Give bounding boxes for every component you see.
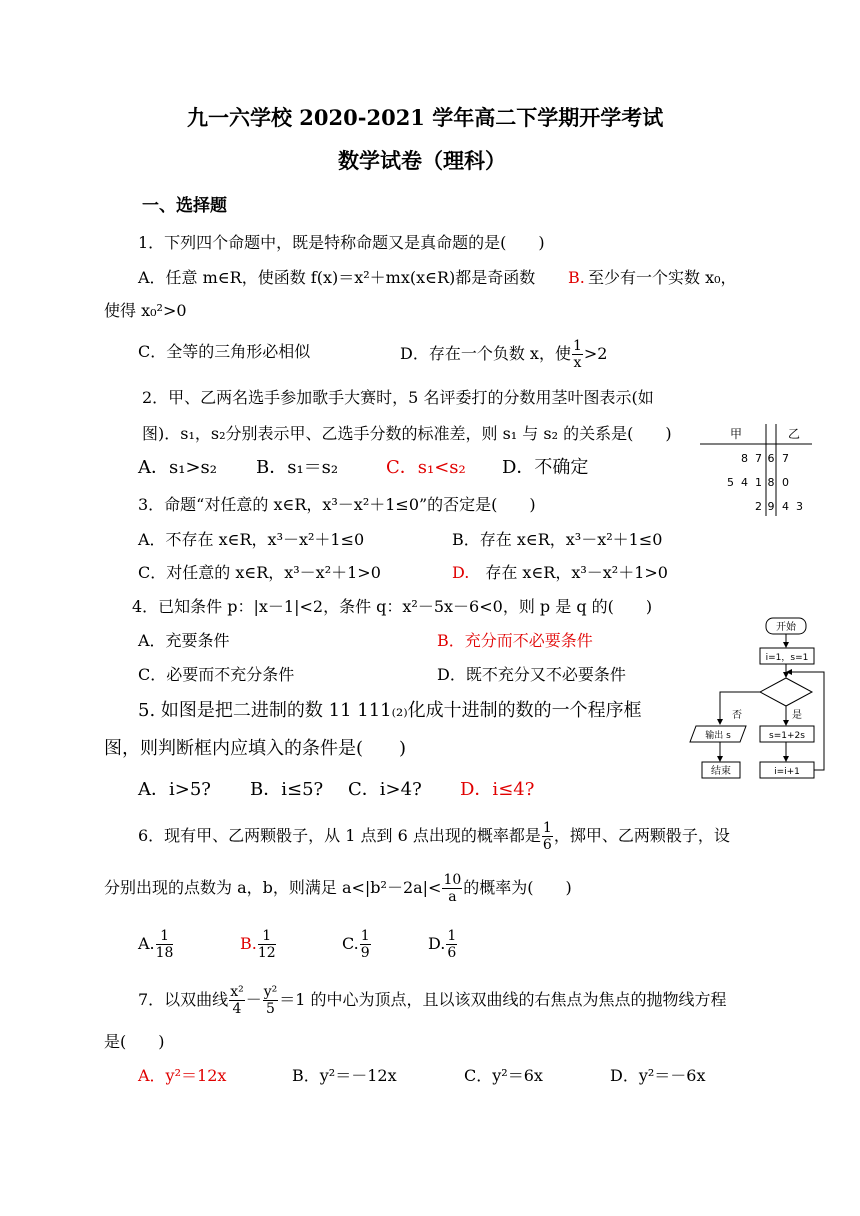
stem-leaf-left-header: 甲 (729, 427, 743, 441)
flow-yes-label: 是 (792, 710, 802, 721)
q1-option-b-cont: 使得 x₀²>0 (104, 301, 187, 320)
q5-stem-line1: 5. 如图是把二进制的数 11 111₍₂₎化成十进制的数的一个程序框 (138, 700, 642, 721)
q1-option-c: C．全等的三角形必相似 (138, 342, 311, 361)
stem-leaf-stem: 9 (767, 500, 775, 513)
flow-start-label: 开始 (776, 622, 796, 633)
q4-option-c: C．必要而不充分条件 (138, 665, 295, 684)
stem-leaf-right-row: 4 3 (782, 500, 803, 513)
q1-option-b: 至少有一个实数 x₀， (588, 268, 737, 287)
stem-leaf-right-header: 乙 (787, 427, 801, 441)
flow-update-i-label: i=i+1 (774, 767, 800, 777)
q6-stem-line1: 6．现有甲、乙两颗骰子，从 1 点到 6 点出现的概率都是 $\frac{1}{6}$ ，掷甲、乙两颗骰子，设 (138, 820, 730, 853)
q5-stem-line2: 图，则判断框内应填入的条件是( ) (104, 738, 407, 759)
flowchart (688, 614, 828, 784)
q2-stem-line1: 2．甲、乙两名选手参加歌手大赛时，5 名评委打的分数用茎叶图表示(如 (142, 388, 654, 407)
q5-option-c: C．i>4? (348, 779, 422, 800)
q5-option-d: D．i≤4? (460, 779, 535, 800)
q4-option-d: D．既不充分又不必要条件 (437, 665, 626, 684)
q2-option-c: C．s₁<s₂ (386, 457, 466, 478)
stem-leaf-plot (700, 424, 812, 516)
q3-stem: 3．命题“对任意的 x∈R，x³－x²＋1≤0”的否定是( ) (138, 495, 536, 514)
q6-option-c: C. $\frac{1}{9}$ (342, 928, 370, 961)
q6-stem-line2: 分别出现的点数为 a，b，则满足 a<|b²－2a|< $\frac{10}{a}$ 的概率为( ) (104, 872, 572, 905)
stem-leaf-left-row: 2 (755, 500, 762, 513)
flow-no-label: 否 (732, 710, 742, 721)
q7-option-b: B．y²＝－12x (292, 1066, 397, 1085)
q4-stem: 4．已知条件 p：|x－1|<2，条件 q：x²－5x－6<0，则 p 是 q 的( ) (132, 597, 653, 616)
flow-end-label: 结束 (711, 766, 731, 777)
q7-stem-line2: 是( ) (104, 1032, 165, 1051)
stem-leaf-stem: 8 (767, 476, 775, 489)
stem-leaf-right-row: 7 (782, 452, 789, 465)
q7-option-c: C．y²＝6x (464, 1066, 543, 1085)
stem-leaf-left-row: 5 4 1 (727, 476, 762, 489)
page-subtitle: 数学试卷（理科） (338, 148, 506, 173)
flow-output-label: 输出 s (705, 731, 731, 741)
q6-option-b: B. $\frac{1}{12}$ (240, 928, 276, 961)
q3-option-c: C．对任意的 x∈R，x³－x²＋1>0 (138, 563, 381, 582)
flow-update-s-label: s=1+2s (769, 731, 805, 741)
q2-option-d: D．不确定 (502, 457, 589, 478)
q7-stem-line1: 7．以双曲线 $\frac{\text{x²}}{4}$ － $\frac{\text{y²}}{5}$ ＝1 的中心为顶点，且以该双曲线的右焦点为焦点的抛物线方程 (138, 984, 727, 1017)
section-heading: 一、选择题 (142, 196, 227, 216)
q3-option-a: A．不存在 x∈R，x³－x²＋1≤0 (138, 530, 365, 549)
flow-decision-node (760, 678, 812, 706)
page-title: 九一六学校 2020-2021 学年高二下学期开学考试 (187, 105, 664, 130)
q2-option-a: A．s₁>s₂ (138, 457, 217, 478)
q1-option-b-label: B. (568, 268, 585, 287)
q1-option-a: A．任意 m∈R，使函数 f(x)＝x²＋mx(x∈R)都是奇函数 (138, 268, 536, 287)
q1-stem: 1．下列四个命题中，既是特称命题又是真命题的是( ) (138, 233, 545, 252)
q4-option-a: A．充要条件 (138, 631, 230, 650)
q2-stem-line2: 图)．s₁，s₂分别表示甲、乙选手分数的标准差，则 s₁ 与 s₂ 的关系是( ) (142, 424, 672, 443)
q7-option-d: D．y²＝－6x (610, 1066, 706, 1085)
q3-option-b: B．存在 x∈R，x³－x²＋1≤0 (452, 530, 663, 549)
q4-option-b: B．充分而不必要条件 (437, 631, 593, 650)
q1-option-d: D．存在一个负数 x，使 $\frac{1}{x}$ >2 (400, 338, 608, 371)
q2-option-b: B．s₁＝s₂ (256, 457, 339, 478)
q3-option-d: D. 存在 x∈R，x³－x²＋1>0 (452, 563, 668, 582)
q6-option-a: A. $\frac{1}{18}$ (138, 928, 174, 961)
stem-leaf-stem: 6 (767, 452, 775, 465)
stem-leaf-left-row: 8 7 (741, 452, 762, 465)
q6-option-d: D. $\frac{1}{6}$ (428, 928, 457, 961)
flow-init-label: i=1，s=1 (765, 653, 809, 663)
q5-option-b: B．i≤5? (250, 779, 324, 800)
q5-option-a: A．i>5? (138, 779, 211, 800)
q7-option-a: A．y²＝12x (138, 1066, 227, 1085)
stem-leaf-right-row: 0 (782, 476, 789, 489)
